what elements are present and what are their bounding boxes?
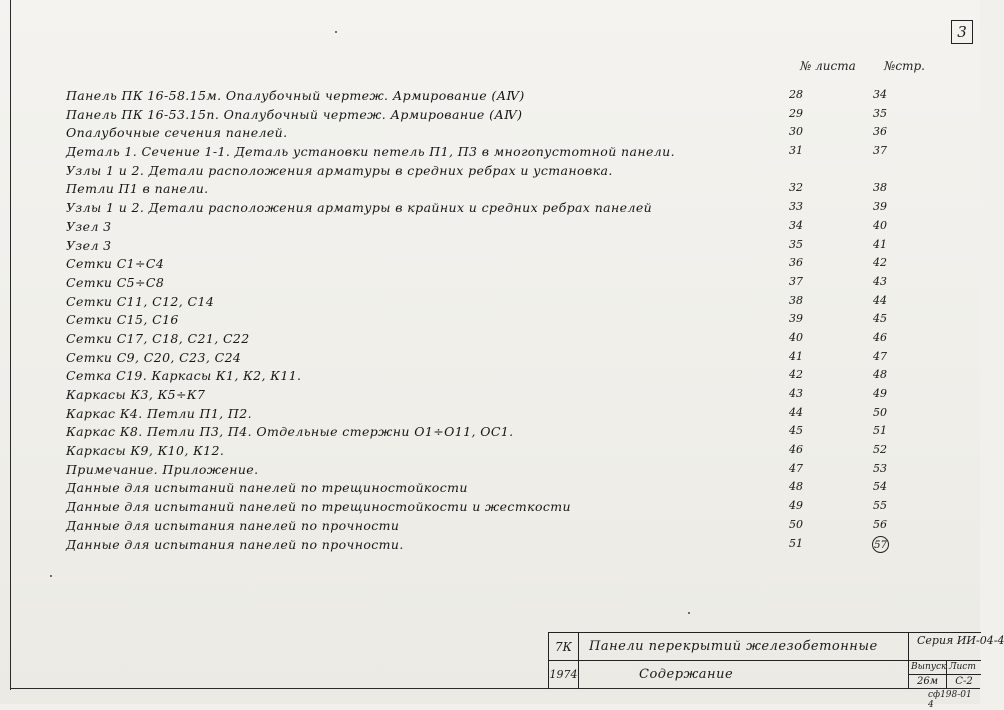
toc-row	[66, 368, 946, 387]
toc-entry-sheet: 38	[789, 293, 803, 307]
toc-entry-sheet: 51	[789, 536, 803, 550]
title-block-series: Серия ИИ-04-4	[909, 633, 981, 661]
toc-entry-page: 48	[873, 368, 887, 382]
toc-row	[66, 537, 946, 556]
toc-entry-title: Данные для испытаний панелей по трещиностойкости и жесткости	[66, 499, 571, 515]
toc-row	[66, 163, 946, 182]
toc-row	[66, 518, 946, 537]
toc-row	[66, 88, 946, 107]
toc-entry-page: 43	[873, 274, 887, 288]
speck	[335, 31, 337, 33]
toc-entry-sheet: 30	[789, 125, 803, 139]
toc-entry-sheet: 39	[789, 312, 803, 326]
toc-row	[66, 125, 946, 144]
toc-entry-title: Сетки С17, С18, С21, С22	[66, 330, 250, 346]
toc-entry-sheet: 48	[789, 480, 803, 494]
toc-entry-title: Данные для испытания панелей по прочности.	[66, 536, 404, 552]
toc-row	[66, 294, 946, 313]
title-block-issue-value: 26м	[909, 675, 947, 689]
toc-row	[66, 387, 946, 406]
toc-entry-page: 44	[873, 293, 887, 307]
toc-entry-sheet: 28	[789, 88, 803, 101]
toc-row	[66, 238, 946, 257]
toc-entry-title: Каркасы К3, К5÷К7	[66, 387, 206, 402]
title-block-code: 7К	[549, 633, 579, 661]
toc-entry-page: 51	[873, 424, 887, 438]
toc-row	[66, 406, 946, 425]
toc-row	[66, 144, 946, 163]
toc-row	[66, 107, 946, 126]
toc-entry-title: Панель ПК 16-53.15п. Опалубочный чертеж. Армирование (АⅣ)	[66, 106, 523, 122]
toc-entry-sheet: 35	[789, 237, 803, 251]
toc-entry-page: 42	[873, 256, 887, 270]
toc-row	[66, 181, 946, 200]
toc-entry-title: Сетки С9, С20, С23, С24	[66, 349, 242, 365]
toc-entry-title: Петли П1 в панели.	[66, 181, 209, 197]
speck	[50, 575, 52, 577]
title-block-sheet-label: Лист	[949, 662, 976, 672]
toc-entry-page: 53	[873, 461, 887, 475]
title-block-sheet-value: С-2	[955, 676, 973, 687]
title-block	[548, 632, 1004, 689]
toc-entry-sheet: 43	[789, 387, 803, 400]
toc-entry-sheet: 32	[789, 181, 803, 195]
toc-entry-title: Примечание. Приложение.	[66, 461, 259, 477]
toc-entry-sheet: 36	[789, 256, 803, 270]
toc-row	[66, 219, 946, 238]
header-sheet-number: № листа	[800, 59, 856, 73]
toc-entry-sheet: 44	[789, 405, 803, 419]
toc-entry-page: 40	[873, 218, 887, 232]
toc-entry-sheet: 42	[789, 368, 803, 382]
speck	[688, 612, 690, 614]
toc-entry-sheet: 41	[789, 349, 803, 363]
toc-entry-page: 36	[873, 125, 887, 139]
toc-entry-page: 47	[873, 349, 887, 363]
toc-row	[66, 499, 946, 518]
toc-row	[66, 331, 946, 350]
toc-entry-page: 57	[872, 536, 889, 553]
toc-row	[66, 200, 946, 219]
title-block-year: 1974	[549, 661, 579, 689]
toc-entry-sheet: 29	[789, 106, 803, 120]
toc-entry-title: Данные для испытаний панелей по трещиностойкости	[66, 480, 468, 496]
toc-entry-sheet: 34	[789, 218, 803, 232]
toc-entry-sheet: 45	[789, 424, 803, 438]
toc-entry-sheet: 47	[789, 461, 803, 475]
toc-entry-title: Каркас К4. Петли П1, П2.	[66, 405, 252, 421]
toc-entry-page: 45	[873, 312, 887, 326]
toc-entry-page: 55	[873, 499, 887, 513]
toc-entry-title: Узлы 1 и 2. Детали расположения арматуры в крайних и средних ребрах панелей	[66, 200, 653, 216]
toc-entry-title: Каркас К8. Петли П3, П4. Отдельные стержни О1÷О11, ОС1.	[66, 424, 514, 440]
toc-entry-page: 50	[873, 405, 887, 419]
toc-entry-page: 35	[873, 106, 887, 120]
toc-entry-title: Сетки С5÷С8	[66, 274, 165, 290]
toc-entry-page: 39	[873, 200, 887, 214]
toc-entry-title: Сетки С15, С16	[66, 312, 179, 328]
toc-entry-title: Панель ПК 16-58.15м. Опалубочный чертеж. Армирование (АⅣ)	[66, 88, 525, 103]
toc-entry-title: Узел 3	[66, 218, 112, 234]
toc-entry-title: Деталь 1. Сечение 1-1. Деталь установки петель П1, П3 в многопустотной панели.	[66, 144, 675, 160]
title-block-content: Содержание	[579, 661, 909, 689]
toc-entry-page: 49	[873, 387, 887, 400]
toc-entry-sheet: 49	[789, 499, 803, 513]
toc-entry-page: 52	[873, 443, 887, 457]
toc-entry-title: Данные для испытания панелей по прочности	[66, 517, 400, 533]
toc-entry-title: Узлы 1 и 2. Детали расположения арматуры в средних ребрах и установка.	[66, 162, 613, 178]
toc-entry-sheet: 46	[789, 443, 803, 457]
toc-row	[66, 443, 946, 462]
page-number: 3	[951, 20, 973, 44]
toc-row	[66, 350, 946, 369]
toc-entry-title: Каркасы К9, К10, К12.	[66, 443, 225, 459]
toc-entry-sheet: 50	[789, 517, 803, 531]
toc-entry-page: 54	[873, 480, 887, 494]
header-page-number: №стр.	[884, 59, 925, 73]
toc-entry-sheet: 33	[789, 200, 803, 214]
toc-entry-title: Узел 3	[66, 237, 112, 253]
title-block-title: Панели перекрытий железобетонные	[579, 633, 909, 661]
toc-row	[66, 424, 946, 443]
toc-entry-page: 37	[873, 144, 887, 158]
toc-entry-sheet: 31	[789, 144, 803, 158]
toc-row	[66, 256, 946, 275]
toc-row	[66, 480, 946, 499]
toc-entry-sheet: 37	[789, 274, 803, 288]
toc-entry-title: Сетка С19. Каркасы К1, К2, К11.	[66, 368, 302, 384]
toc-entry-page: 56	[873, 517, 887, 531]
toc-row	[66, 312, 946, 331]
toc-entry-page: 41	[873, 237, 887, 251]
toc-entry-page: 38	[873, 181, 887, 195]
toc-row	[66, 275, 946, 294]
toc-row	[66, 462, 946, 481]
toc-entry-title: Сетки С11, С12, С14	[66, 293, 215, 309]
frame-left-border	[10, 0, 11, 690]
toc-entry-page: 46	[873, 330, 887, 344]
toc-entry-sheet: 40	[789, 330, 803, 344]
toc-entry-page: 34	[873, 88, 887, 101]
document-code: сф198-01 4	[928, 690, 972, 710]
toc-entry-title: Опалубочные сечения панелей.	[66, 125, 288, 141]
title-block-issue-label: Выпуск	[909, 661, 947, 675]
toc-entry-title: Сетки С1÷С4	[66, 256, 165, 272]
table-of-contents	[66, 88, 946, 555]
